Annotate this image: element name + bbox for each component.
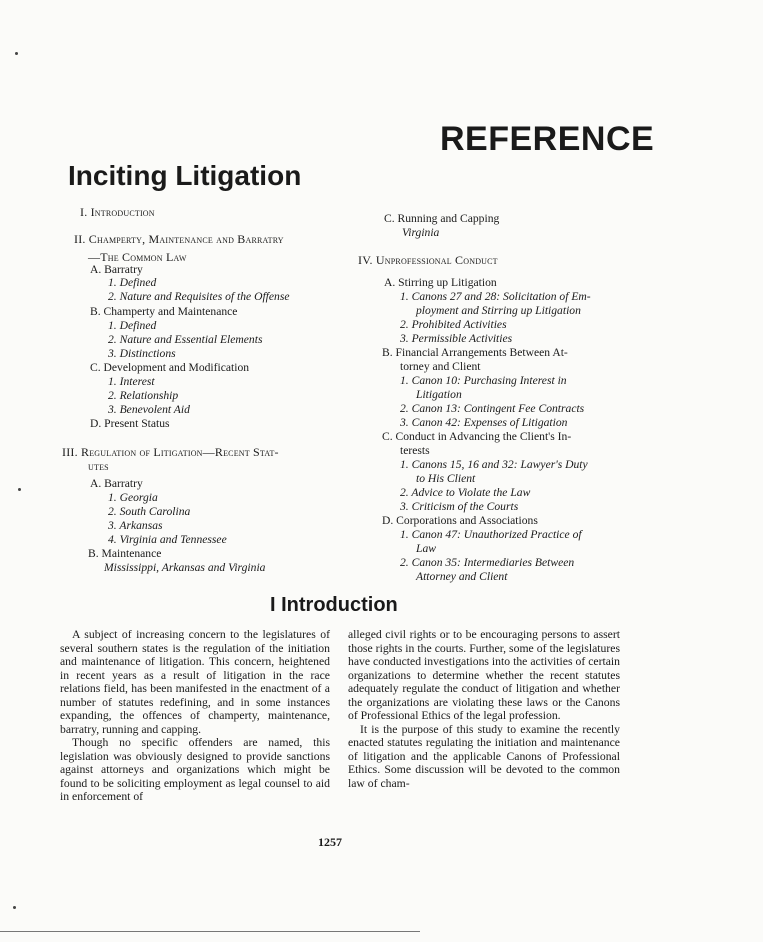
right-entry: 3. Canon 42: Expenses of Litigation (400, 416, 568, 429)
scan-mark (15, 52, 18, 55)
left-entry: B. Champerty and Maintenance (90, 305, 238, 318)
left-entry: A. Barratry (90, 263, 143, 276)
left-entry: C. Development and Modification (90, 361, 250, 374)
bottom-rule (0, 931, 420, 932)
section-label: REFERENCE (440, 120, 655, 158)
left-entry: D. Present Status (90, 417, 170, 430)
right-entry: ployment and Stirring up Litigation (416, 304, 581, 317)
right-entry: C. Running and Capping (384, 212, 500, 225)
left-entry: 2. Relationship (108, 389, 179, 402)
left-entry: I. Introduction (80, 205, 155, 219)
paragraph: alleged civil rights or to be encouraging persons to assert those rights in the courts. Further, some of the legislatures have conducted investigations into the activities of certain organizations to determine whether the recent statutes adequately regulate the conduct of litigation and whether the organizations are violating these laws or the Canons of Professional Ethics of the legal profession. (348, 628, 620, 722)
right-entry: C. Conduct in Advancing the Client's In- (382, 430, 572, 443)
right-entry: 3. Criticism of the Courts (400, 500, 519, 513)
left-entry: 1. Georgia (108, 491, 158, 504)
right-entry: 2. Advice to Violate the Law (400, 486, 531, 499)
intro-right-column (348, 628, 620, 790)
left-entry: III. Regulation of Litigation—Recent Stat- (62, 445, 279, 459)
right-entry: 1. Canon 47: Unauthorized Practice of (400, 528, 582, 541)
right-entry: to His Client (416, 472, 476, 485)
right-entry: 1. Canons 27 and 28: Solicitation of Em- (400, 290, 591, 303)
left-entry: 3. Benevolent Aid (108, 403, 190, 416)
left-entry: Mississippi, Arkansas and Virginia (104, 561, 266, 574)
left-entry: —The Common Law (88, 250, 187, 264)
right-entry: D. Corporations and Associations (382, 514, 538, 527)
right-entry: Attorney and Client (416, 570, 508, 583)
right-entry: IV. Unprofessional Conduct (358, 253, 498, 267)
right-entry: terests (400, 444, 430, 457)
right-entry: torney and Client (400, 360, 481, 373)
left-entry: 2. South Carolina (108, 505, 191, 518)
left-entry: 3. Arkansas (108, 519, 163, 532)
left-entry: 1. Defined (108, 276, 157, 289)
page-number: 1257 (318, 835, 342, 849)
left-entry: 2. Nature and Essential Elements (108, 333, 263, 346)
right-entry: Virginia (402, 226, 440, 239)
left-entry: A. Barratry (90, 477, 143, 490)
paragraph: A subject of increasing concern to the legislatures of several southern states is the regulation of the initiation and maintenance of litigation. This concern, heightened in recent years as a result of litigation in the race relations field, has been manifested in the enactment of a number of statutes redefining, and in some instances expanding, the offences of champerty, maintenance, barratry, running and capping. (60, 628, 330, 736)
right-entry: A. Stirring up Litigation (384, 276, 497, 289)
left-entry: 3. Distinctions (108, 347, 176, 360)
paragraph: Though no specific offenders are named, this legislation was obviously designed to provide sanctions against attorneys and organizations which might be found to be soliciting employment as legal counsel to aid in enforcement of (60, 736, 330, 803)
left-entry: 1. Interest (108, 375, 155, 388)
left-entry: B. Maintenance (88, 547, 162, 560)
paragraph: It is the purpose of this study to examine the recently enacted statutes regulating the initiation and maintenance of litigation and the applicable Canons of Professional Ethics. Some discussion will be devoted to the common law of cham- (348, 722, 620, 790)
right-entry: B. Financial Arrangements Between At- (382, 346, 568, 359)
right-entry: 2. Canon 13: Contingent Fee Contracts (400, 402, 585, 415)
right-entry: 2. Prohibited Activities (400, 318, 507, 331)
left-entry: 2. Nature and Requisites of the Offense (108, 290, 290, 303)
left-entry: II. Champerty, Maintenance and Barratry (74, 232, 284, 246)
left-entry: 4. Virginia and Tennessee (108, 533, 227, 546)
right-entry: Litigation (416, 388, 462, 401)
right-entry: 3. Permissible Activities (400, 332, 513, 345)
scan-mark (18, 488, 21, 491)
right-entry: 1. Canon 10: Purchasing Interest in (400, 374, 567, 387)
intro-left-column (60, 628, 330, 804)
right-entry: 1. Canons 15, 16 and 32: Lawyer's Duty (400, 458, 588, 471)
section-heading: I Introduction (270, 594, 398, 616)
left-entry: 1. Defined (108, 319, 157, 332)
scan-mark (13, 906, 16, 909)
right-entry: Law (416, 542, 436, 555)
article-title: Inciting Litigation (68, 160, 302, 191)
right-entry: 2. Canon 35: Intermediaries Between (400, 556, 575, 569)
left-entry: utes (88, 459, 109, 473)
